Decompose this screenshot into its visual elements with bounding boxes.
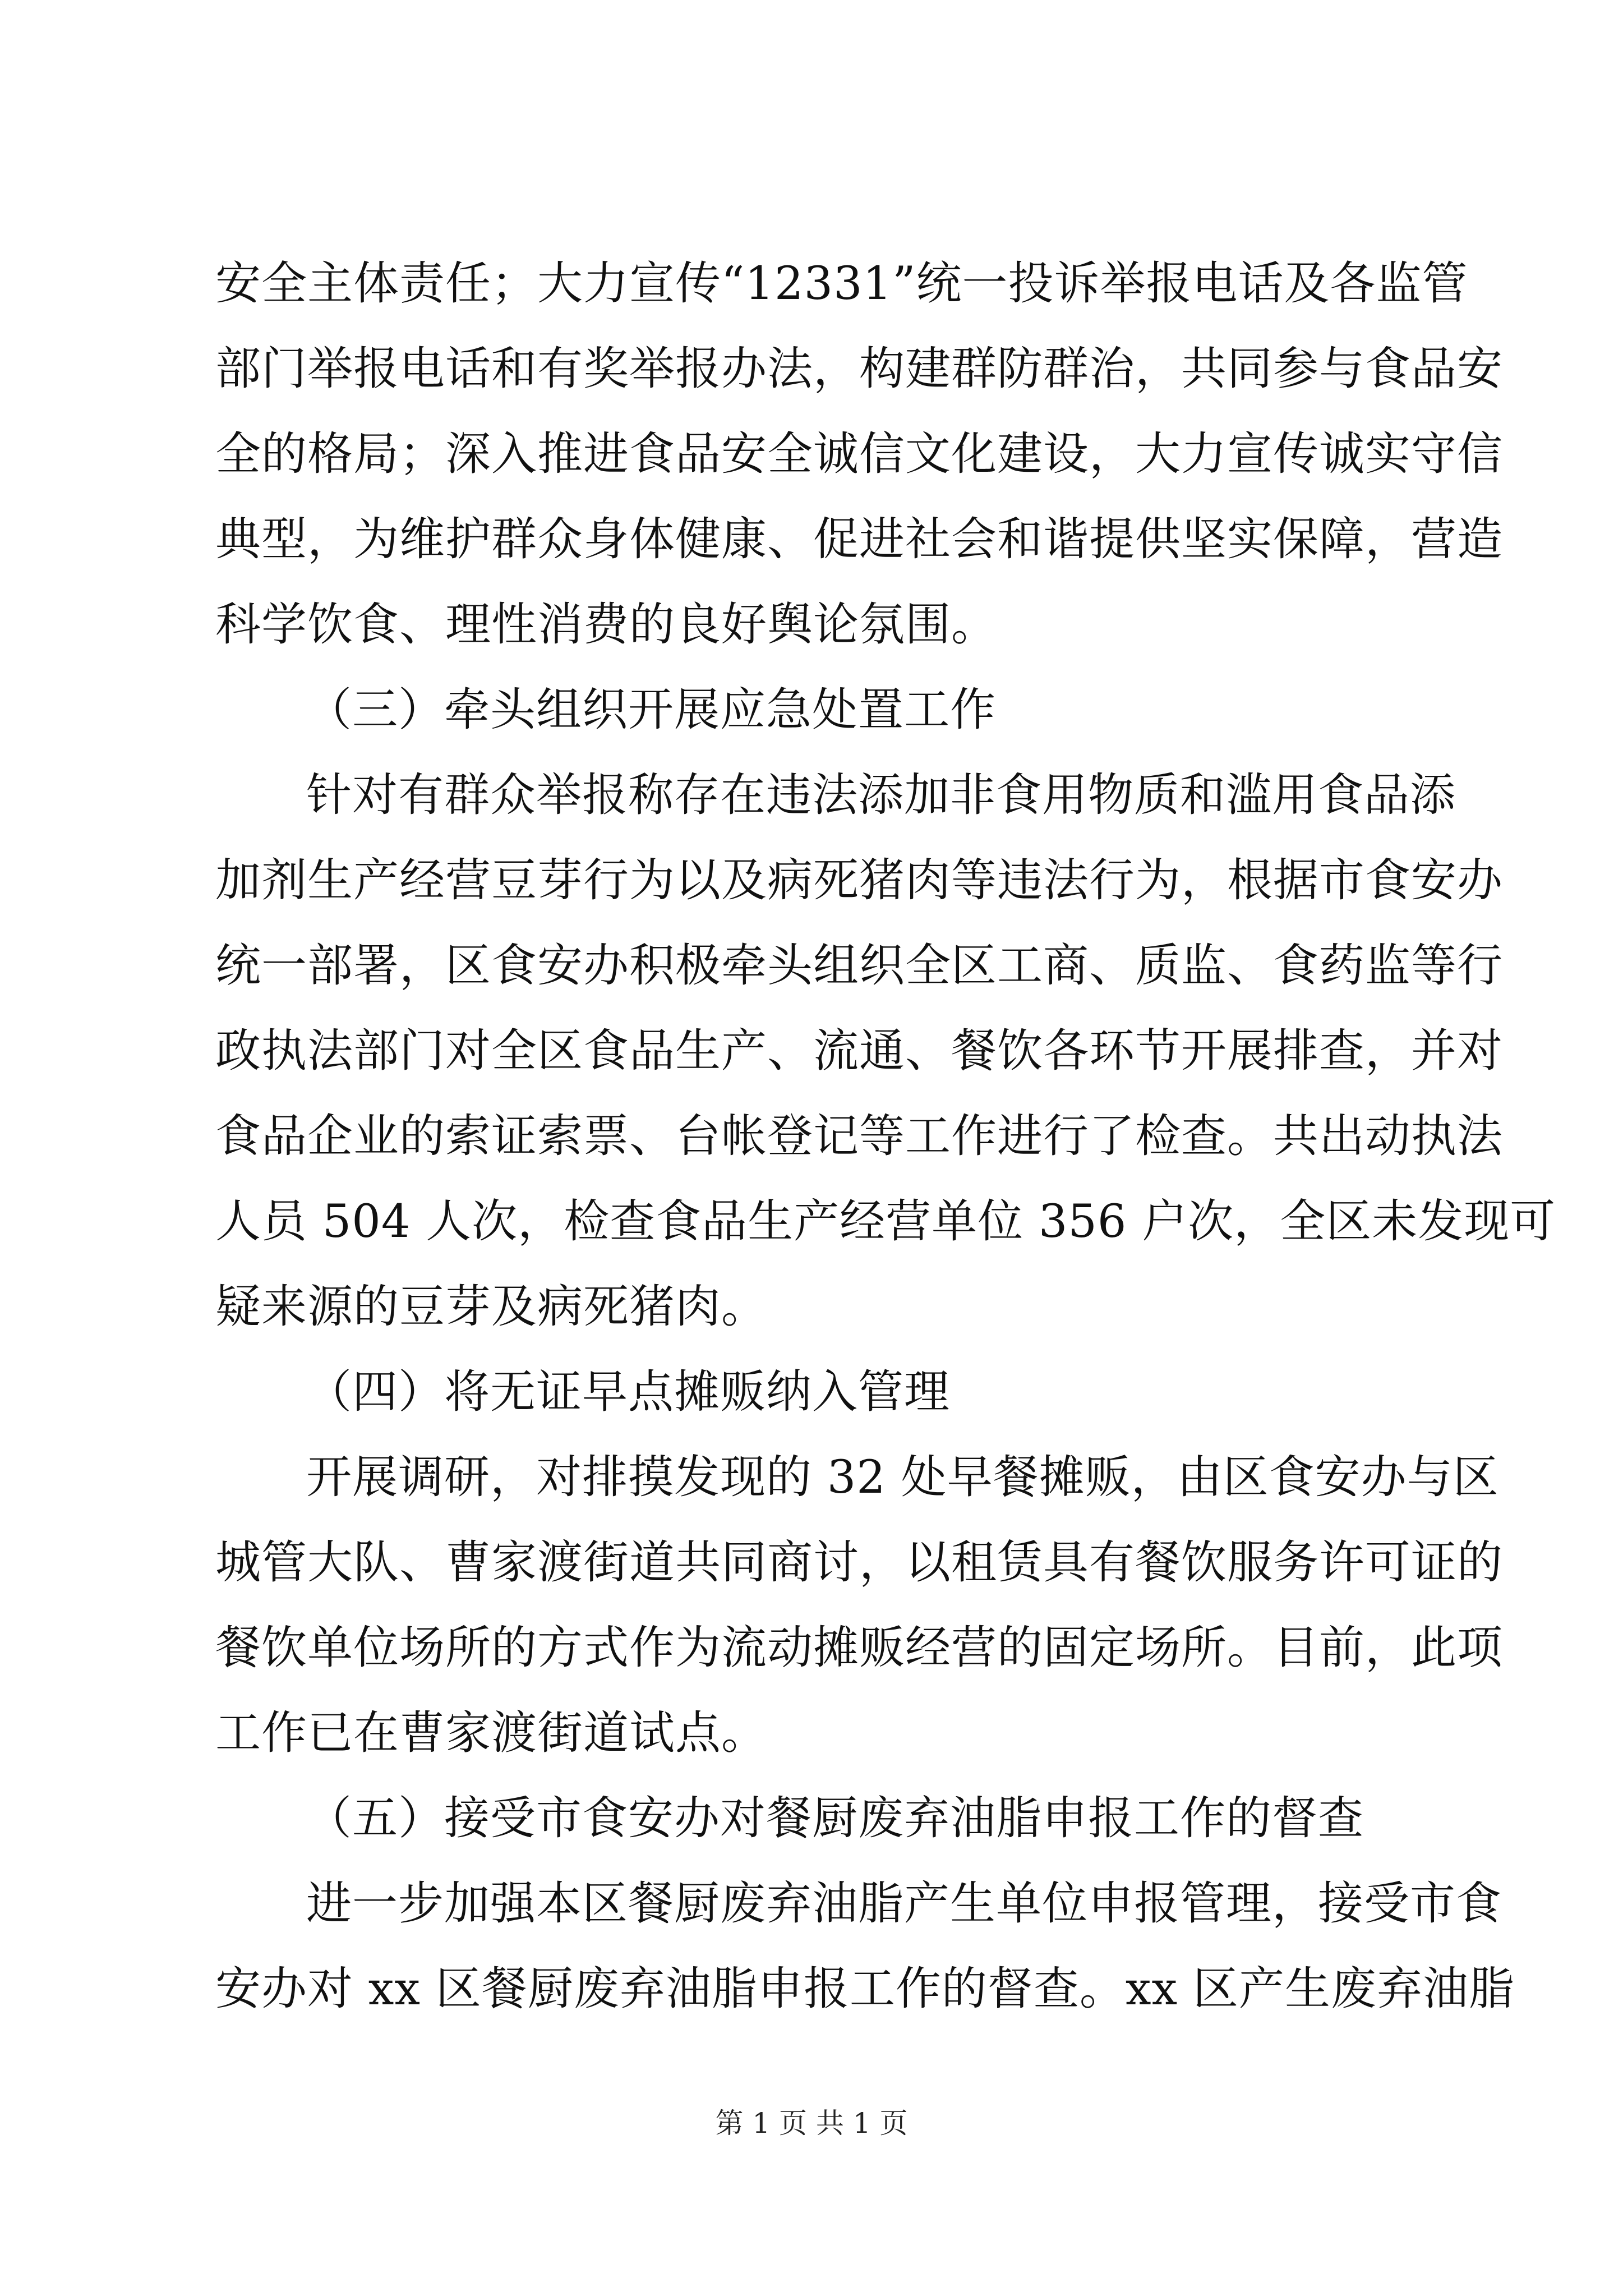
page-number-footer: 第 1 页 共 1 页 [715, 2107, 908, 2139]
text-line: 加剂生产经营豆芽行为以及病死猪肉等违法行为，根据市食安办 [215, 854, 1504, 907]
text-line: 工作已在曹家渡街道试点。 [215, 1707, 768, 1760]
text-line: 统一部署，区食安办积极牵头组织全区工商、质监、食药监等行 [215, 940, 1504, 992]
document-body [215, 241, 1556, 2032]
section-heading: （三）牵头组织开展应急处置工作 [306, 684, 997, 737]
text-line: 疑来源的豆芽及病死猪肉。 [215, 1281, 768, 1333]
text-line: 进一步加强本区餐厨废弃油脂产生单位申报管理，接受市食 [306, 1878, 1502, 1930]
text-line: 城管大队、曹家渡街道共同商讨，以租赁具有餐饮服务许可证的 [215, 1536, 1504, 1589]
text-line: 针对有群众举报称存在违法添加非食用物质和滥用食品添 [306, 769, 1456, 822]
text-line: 全的格局；深入推进食品安全诚信文化建设，大力宣传诚实守信 [215, 428, 1504, 481]
text-line: 人员 504 人次，检查食品生产经营单位 356 户次，全区未发现可 [215, 1195, 1556, 1248]
text-line: 开展调研，对排摸发现的 32 处早餐摊贩，由区食安办与区 [306, 1451, 1499, 1504]
text-line: 安办对 xx 区餐厨废弃油脂申报工作的督查。xx 区产生废弃油脂 [215, 1963, 1515, 2016]
text-line: 科学饮食、理性消费的良好舆论氛围。 [215, 599, 998, 651]
section-heading: （五）接受市食安办对餐厨废弃油脂申报工作的督查 [306, 1792, 1364, 1845]
text-line: 部门举报电话和有奖举报办法，构建群防群治，共同参与食品安 [215, 343, 1504, 395]
text-line: 安全主体责任；大力宣传“12331”统一投诉举报电话及各监管 [215, 257, 1468, 310]
text-line: 典型，为维护群众身体健康、促进社会和谐提供坚实保障，营造 [215, 513, 1504, 566]
text-line: 政执法部门对全区食品生产、流通、餐饮各环节开展排查，并对 [215, 1025, 1504, 1078]
text-line: 食品企业的索证索票、台帐登记等工作进行了检查。共出动执法 [215, 1110, 1504, 1163]
text-line: 餐饮单位场所的方式作为流动摊贩经营的固定场所。目前，此项 [215, 1622, 1504, 1674]
section-heading: （四）将无证早点摊贩纳入管理 [306, 1366, 951, 1419]
